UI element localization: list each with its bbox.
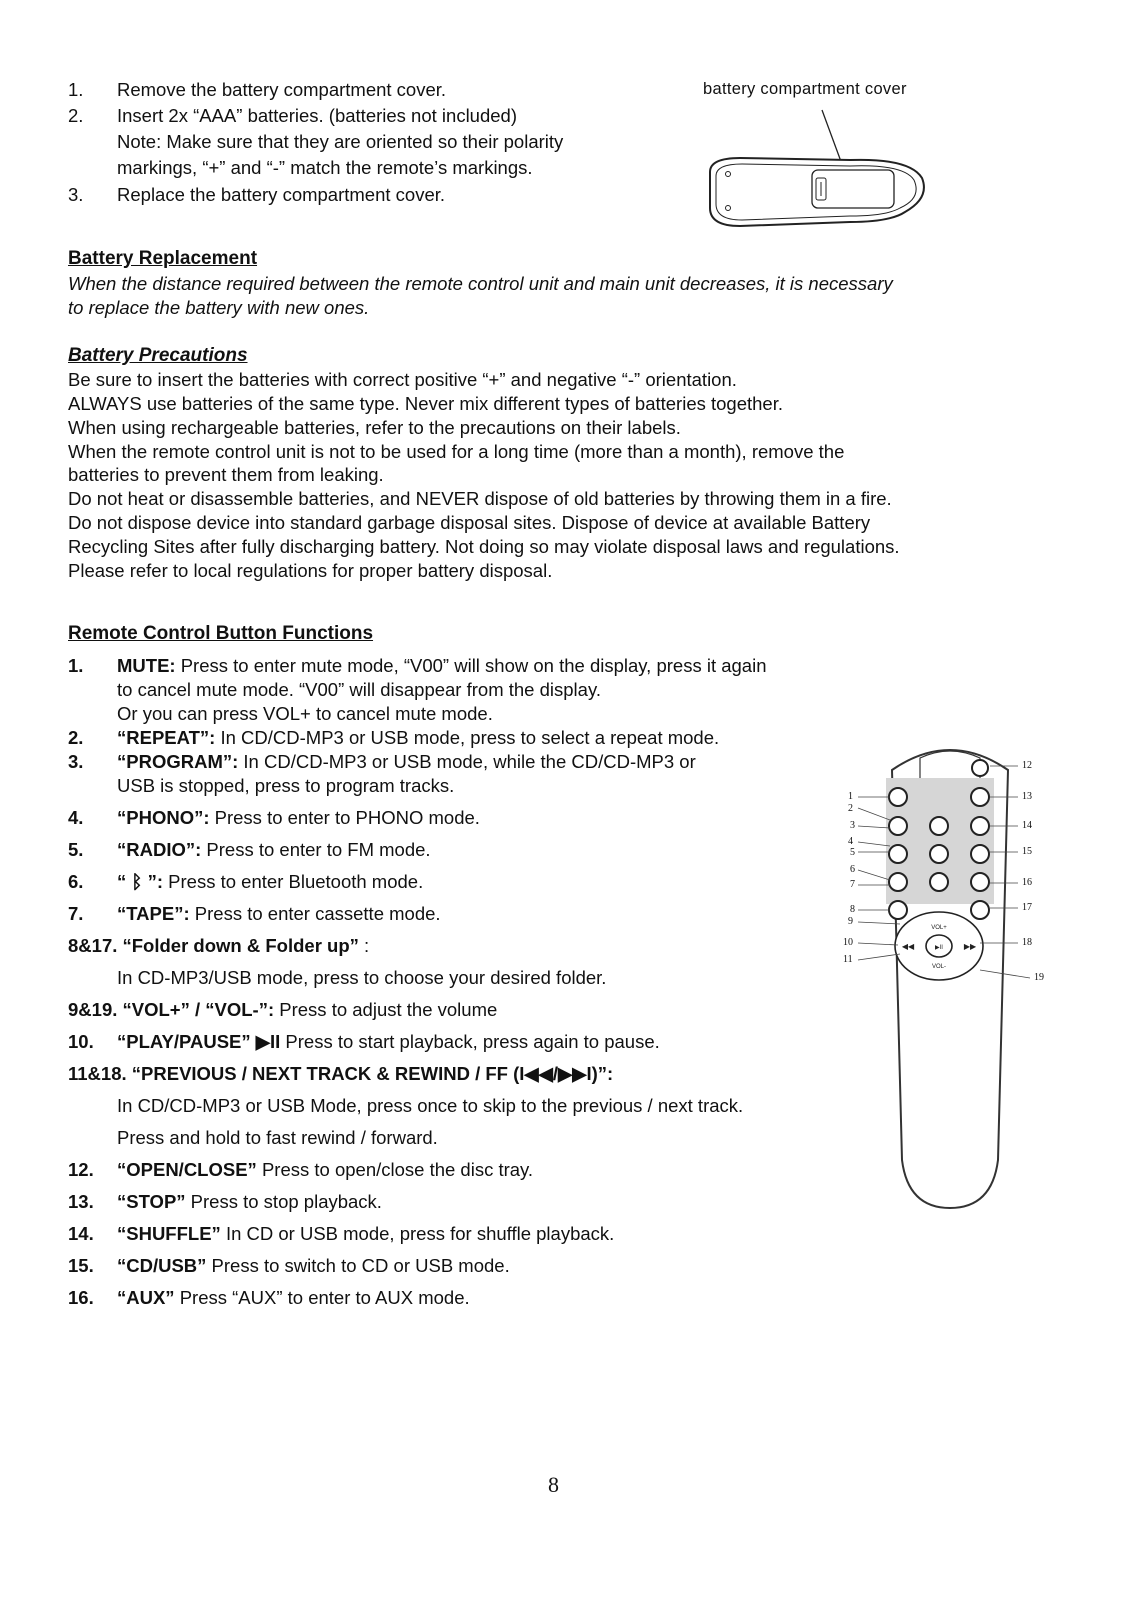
- function-label: “RADIO”:: [117, 839, 202, 860]
- battery-replacement-heading: Battery Replacement: [68, 248, 258, 269]
- step-number: 2.: [68, 105, 84, 126]
- function-desc: Press to enter to PHONO mode.: [209, 807, 480, 828]
- callout-number: 13: [1022, 791, 1032, 802]
- function-label: 11&18. “PREVIOUS / NEXT TRACK & REWIND / FF (I◀◀/▶▶I)”:: [68, 1063, 614, 1084]
- function-desc: In CD-MP3/USB mode, press to choose your desired folder.: [117, 967, 607, 988]
- function-label: “TAPE”:: [117, 903, 190, 924]
- function-item: [68, 1062, 613, 1086]
- step-text: Replace the battery compartment cover.: [117, 184, 446, 205]
- function-desc: Press to stop playback.: [185, 1191, 382, 1212]
- function-desc: In CD or USB mode, press for shuffle playback.: [220, 1223, 615, 1244]
- page-number: 8: [548, 1472, 559, 1497]
- callout-number: 16: [1022, 877, 1032, 888]
- function-label: “STOP”: [117, 1191, 186, 1212]
- function-item: [117, 1254, 510, 1278]
- function-item: [117, 870, 423, 894]
- precaution-line: Do not dispose device into standard garbage disposal sites. Dispose of device at available Battery: [68, 512, 871, 533]
- callout-number: 12: [1022, 760, 1032, 771]
- function-desc: Press and hold to fast rewind / forward.: [117, 1127, 438, 1148]
- svg-text:VOL+: VOL+: [931, 925, 947, 931]
- function-item: [117, 654, 767, 678]
- callout-number: 11: [843, 954, 853, 965]
- callout-number: 9: [848, 916, 853, 927]
- function-desc: Press to adjust the volume: [274, 999, 498, 1020]
- step-note: markings, “+” and “-” match the remote’s markings.: [117, 157, 533, 178]
- callout-number: 6: [850, 864, 855, 875]
- function-number: 1.: [68, 655, 84, 676]
- function-item: [68, 934, 369, 958]
- function-item: [117, 1286, 470, 1310]
- callout-number: 10: [843, 937, 853, 948]
- remote-callouts: [840, 740, 1080, 1220]
- callout-number: 4: [848, 836, 853, 847]
- function-desc: In CD/CD-MP3 or USB mode, while the CD/CD-MP3 or: [238, 751, 696, 772]
- callout-number: 3: [850, 820, 855, 831]
- function-item: [117, 806, 480, 830]
- function-number: 16.: [68, 1287, 94, 1308]
- function-number: 14.: [68, 1223, 94, 1244]
- callout-number: 5: [850, 847, 855, 858]
- function-item: [117, 726, 719, 750]
- function-desc: Press to start playback, press again to pause.: [280, 1031, 660, 1052]
- function-desc: Press to enter cassette mode.: [189, 903, 441, 924]
- function-item: [117, 902, 441, 926]
- callout-number: 19: [1034, 972, 1044, 983]
- function-desc: Press to open/close the disc tray.: [256, 1159, 534, 1180]
- battery-precautions-heading: Battery Precautions: [68, 345, 248, 366]
- svg-text:▶▶: ▶▶: [963, 942, 977, 951]
- precaution-line: Recycling Sites after fully discharging battery. Not doing so may violate disposal laws and regulations.: [68, 536, 900, 557]
- function-desc: Press to enter to FM mode.: [201, 839, 431, 860]
- battery-cover-label: battery compartment cover: [703, 80, 907, 98]
- function-number: 4.: [68, 807, 84, 828]
- function-desc: Or you can press VOL+ to cancel mute mode.: [117, 703, 493, 724]
- function-number: 13.: [68, 1191, 94, 1212]
- precaution-line: Do not heat or disassemble batteries, and NEVER dispose of old batteries by throwing them in a fire.: [68, 488, 892, 509]
- precaution-line: batteries to prevent them from leaking.: [68, 464, 384, 485]
- function-label: “PROGRAM”:: [117, 751, 239, 772]
- function-number: 5.: [68, 839, 84, 860]
- function-item: [117, 1158, 533, 1182]
- function-label: 9&19. “VOL+” / “VOL-”:: [68, 999, 275, 1020]
- function-desc: Press to enter mute mode, “V00” will show on the display, press it again: [175, 655, 767, 676]
- function-desc: :: [358, 935, 370, 956]
- function-number: 6.: [68, 871, 84, 892]
- function-desc: In CD/CD-MP3 or USB Mode, press once to skip to the previous / next track.: [117, 1095, 744, 1116]
- function-number: 7.: [68, 903, 84, 924]
- callout-number: 18: [1022, 937, 1032, 948]
- function-label: “AUX”: [117, 1287, 175, 1308]
- function-desc: Press to enter Bluetooth mode.: [163, 871, 424, 892]
- function-desc: In CD/CD-MP3 or USB mode, press to select a repeat mode.: [215, 727, 720, 748]
- callout-number: 17: [1022, 902, 1032, 913]
- function-label: “CD/USB”: [117, 1255, 207, 1276]
- callout-number: 1: [848, 791, 853, 802]
- function-number: 10.: [68, 1031, 94, 1052]
- function-label: “ ᛒ ”:: [117, 871, 164, 892]
- precaution-line: Be sure to insert the batteries with correct positive “+” and negative “-” orientation.: [68, 369, 737, 390]
- function-number: 3.: [68, 751, 84, 772]
- precaution-line: Please refer to local regulations for proper battery disposal.: [68, 560, 553, 581]
- function-number: 12.: [68, 1159, 94, 1180]
- function-label: 8&17. “Folder down & Folder up”: [68, 935, 359, 956]
- function-label: “PHONO”:: [117, 807, 210, 828]
- step-note: Note: Make sure that they are oriented so their polarity: [117, 131, 564, 152]
- function-label: “REPEAT”:: [117, 727, 216, 748]
- callout-number: 7: [850, 879, 855, 890]
- function-desc: Press “AUX” to enter to AUX mode.: [174, 1287, 470, 1308]
- function-item: [117, 838, 431, 862]
- function-item: [117, 1222, 614, 1246]
- function-number: 2.: [68, 727, 84, 748]
- precaution-line: When using rechargeable batteries, refer to the precautions on their labels.: [68, 417, 681, 438]
- function-number: 15.: [68, 1255, 94, 1276]
- battery-replacement-text: to replace the battery with new ones.: [68, 297, 370, 318]
- precaution-line: When the remote control unit is not to be used for a long time (more than a month), remove the: [68, 441, 845, 462]
- remote-back-illustration: [700, 100, 940, 240]
- callout-number: 2: [848, 803, 853, 814]
- callout-number: 8: [850, 904, 855, 915]
- step-text: Remove the battery compartment cover.: [117, 79, 447, 100]
- step-text: Insert 2x “AAA” batteries. (batteries not included): [117, 105, 517, 126]
- function-label: “OPEN/CLOSE”: [117, 1159, 257, 1180]
- function-label: “SHUFFLE”: [117, 1223, 221, 1244]
- svg-text:VOL-: VOL-: [931, 964, 947, 970]
- function-desc: Press to switch to CD or USB mode.: [206, 1255, 510, 1276]
- precaution-line: ALWAYS use batteries of the same type. Never mix different types of batteries together.: [68, 393, 784, 414]
- function-item: [68, 998, 497, 1022]
- function-item: [117, 750, 696, 774]
- function-label: MUTE:: [117, 655, 176, 676]
- svg-text:◀◀: ◀◀: [901, 942, 915, 951]
- function-item: [117, 1030, 660, 1054]
- svg-text:▶II: ▶II: [935, 945, 943, 951]
- function-desc: to cancel mute mode. “V00” will disappear from the display.: [117, 679, 601, 700]
- step-number: 3.: [68, 184, 84, 205]
- battery-replacement-text: When the distance required between the remote control unit and main unit decreases, it is necessary: [68, 273, 893, 294]
- callout-number: 14: [1022, 820, 1032, 831]
- callout-number: 15: [1022, 846, 1032, 857]
- step-number: 1.: [68, 79, 84, 100]
- function-label: “PLAY/PAUSE” ▶II: [117, 1031, 281, 1052]
- function-desc: USB is stopped, press to program tracks.: [117, 775, 455, 796]
- functions-heading: Remote Control Button Functions: [68, 623, 374, 644]
- function-item: [117, 1190, 382, 1214]
